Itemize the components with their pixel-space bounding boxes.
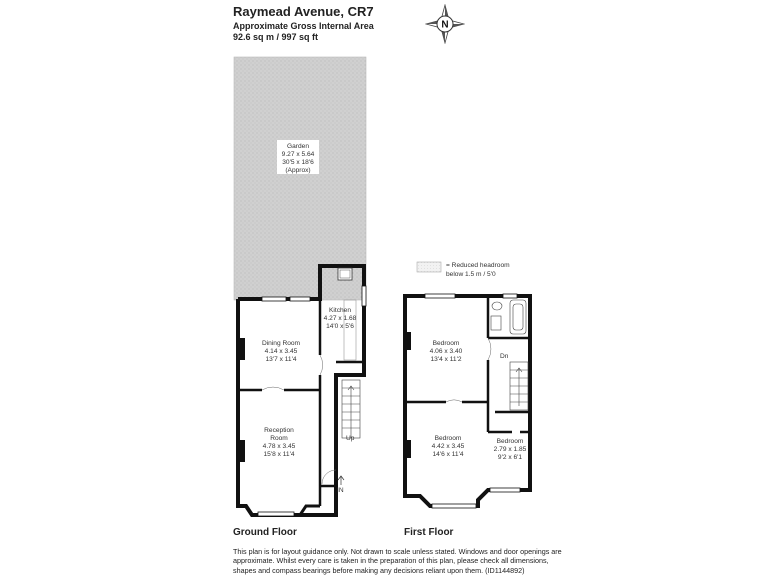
bedroom2-imperial: 14'6 x 11'4 [432,451,464,458]
up-marker: Up [346,435,355,442]
down-marker: Dn [500,353,509,360]
reduced-headroom-swatch [417,262,441,272]
area-label: Approximate Gross Internal Area [233,21,374,31]
first-stairs [510,362,528,410]
compass-letter: N [441,19,449,31]
dining-metric: 4.14 x 3.45 [264,348,298,355]
dining-imperial: 13'7 x 11'4 [265,356,297,363]
bedroom2-label [432,435,465,458]
kitchen-imperial: 14'0 x 5'6 [326,323,354,330]
garden-note: (Approx) [285,167,311,174]
entrance-marker: IN [337,487,344,494]
bedroom1-metric: 4.06 x 3.40 [429,348,463,355]
dining-label [262,340,301,363]
garden-name: Garden [287,143,309,150]
kitchen-label [324,307,357,330]
bedroom3-metric: 2.79 x 1.85 [493,446,527,453]
bedroom2-name: Bedroom [434,435,462,442]
legend-line2: below 1.5 m / 5'0 [446,271,496,278]
garden-imperial: 30'5 x 18'6 [282,159,314,166]
bedroom2-metric: 4.42 x 3.45 [431,443,465,450]
bedroom1-imperial: 13'4 x 11'2 [430,356,462,363]
reception-name-1: Reception [264,427,294,434]
bathroom-fixtures [491,300,526,334]
garden-metric: 9.27 x 5.64 [281,151,315,158]
garden-area [234,57,366,300]
ground-floor-label: Ground Floor [233,527,297,538]
reception-imperial: 15'8 x 11'4 [263,451,295,458]
ground-stairs [342,380,360,438]
property-title: Raymead Avenue, CR7 [233,4,374,19]
bedroom1-name: Bedroom [432,340,460,347]
bedroom3-label [494,438,527,461]
bedroom3-imperial: 9'2 x 6'1 [497,454,523,461]
first-floor-label: First Floor [404,527,454,538]
legend-line1: = Reduced headroom [446,262,510,269]
ground-floor-walls [238,266,364,515]
kitchen-name: Kitchen [329,307,351,314]
reception-name-2: Room [270,435,288,442]
reception-metric: 4.78 x 3.45 [262,443,296,450]
dining-name: Dining Room [261,340,301,347]
reception-label [263,427,296,458]
bedroom3-name: Bedroom [496,438,524,445]
kitchen-metric: 4.27 x 1.68 [323,315,357,322]
disclaimer-text: This plan is for layout guidance only. Not drawn to scale unless stated. Windows and door openings are approximate. Whilst every care is taken in the preparation of this plan, please check all dimensions, shapes and compass bearings before making any decisions reliant upon them. (ID1144892) [233,547,562,575]
area-value: 92.6 sq m / 997 sq ft [233,32,319,42]
bedroom1-label [430,340,463,363]
